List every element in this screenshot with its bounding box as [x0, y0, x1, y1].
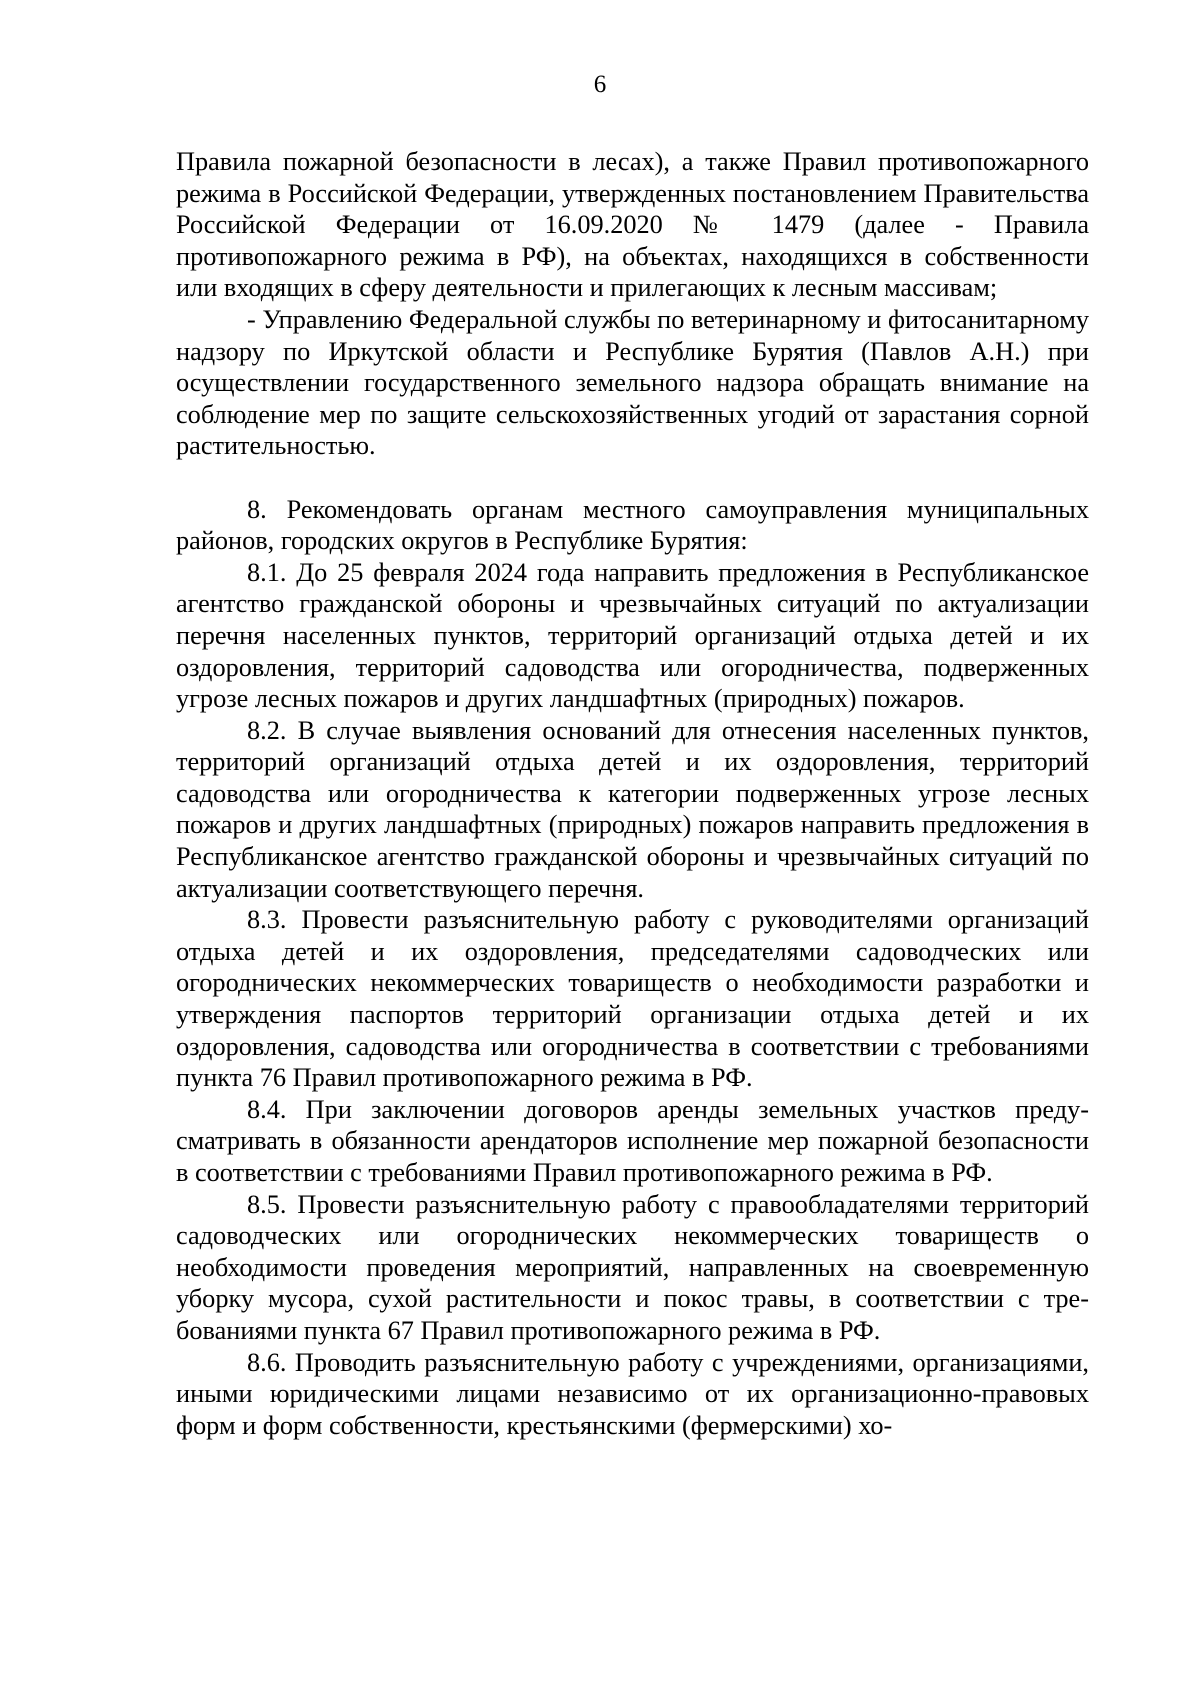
document-body — [176, 146, 1089, 1441]
paragraph-continuation: Правила пожарной безопасности в лесах), а также Правил противопожарного режима в Российской Федерации, утвержденных постановлением Правительства Российской Федерации от 16.09.2020 № 1479 (далее - Правила противопожарного режима в РФ), на объектах, находящихся в собственности или входящих в сферу деятельности и прилегающих к лесным массивам; — [176, 147, 1089, 303]
paragraph-item-8-3: 8.3. Провести разъяснительную работу с руководителями организаций отдыха детей и их оздоровления, председателями садоводческих или огороднических некоммерческих товариществ о необходимости разработки и утверждения паспортов территорий организации отдыха детей и их оздоровления, садоводства или огородничества в соответствии с требованиями пункта 76 Правил противопожарного режима в РФ. — [176, 905, 1089, 1093]
paragraph-item-8-4: 8.4. При заключении договоров аренды земельных участков предусматривать в обязанности арендаторов исполнение мер пожарной безопасности в соответствии с требованиями Правил противопожарного режима в РФ. — [176, 1094, 1089, 1187]
paragraph-item-8: 8. Рекомендовать органам местного самоуправления муниципальных районов, городских округов в Республике Бурятия: — [176, 494, 1089, 556]
paragraph-item-8-5: 8.5. Провести разъяснительную работу с правообладателями территорий садоводческих или огороднических некоммерческих товариществ о необходимости проведения мероприятий, направленных на своевременную уборку мусора, сухой растительности и покос травы, в соответствии с требованиями пункта 67 Правил противопожарного режима в РФ. — [176, 1189, 1089, 1345]
paragraph-item-8-1: 8.1. До 25 февраля 2024 года направить предложения в Республиканское агентство гражданской обороны и чрезвычайных ситуаций по актуализации перечня населенных пунктов, территорий организаций отдыха детей и их оздоровления, территорий садоводства или огородничества, подверженных угрозе лесных пожаров и других ландшафтных (природных) пожаров. — [176, 557, 1089, 714]
paragraph-item-8-6: 8.6. Проводить разъяснительную работу с учреждениями, организациями, иными юридическими лицами независимо от их организационно-правовых форм и форм собственности, крестьянскими (фермерскими) хо- — [176, 1347, 1089, 1440]
page-number: 6 — [593, 71, 607, 98]
paragraph-item-8-2: 8.2. В случае выявления оснований для отнесения населенных пунктов, территорий организаций отдыха детей и их оздоровления, территорий садоводства или огородничества к категории подверженных угрозе лесных пожаров и других ландшафтных (природных) пожаров направить предложения в Республиканское агентство гражданской обороны и чрезвычайных ситуаций по актуализации соответствующего перечня. — [176, 715, 1089, 903]
paragraph-veterinary-service: - Управлению Федеральной службы по ветеринарному и фитосанитарному надзору по Иркутской области и Республике Бурятия (Павлов А.Н.) при осуществлении государственного земельного надзора обращать внимание на соблюдение мер по защите сельскохозяйственных угодий от зарастания сорной растительностью. — [176, 304, 1089, 461]
